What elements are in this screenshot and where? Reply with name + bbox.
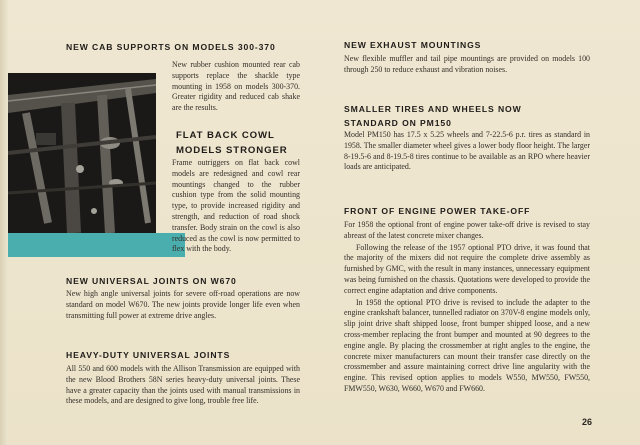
pto-paragraph-3: In 1958 the optional PTO drive is revised to include the adapter to the engine crankshaft balancer, tunnelled radiator on 370V-8 engine models only, slip joint drive shaft shipped loose, front bumper shipped loose, and a new cross-member replacing the front bumper and mounted at 90 degrees to the engine angle. By placing the crossmember at right angles to the engine, the concrete mixer manufacturers can mount their transfer case directly on the crossmember and assure maintaining correct drive line angularity with the engine. This revised option applies to models W550, MW550, FW550, FMW550, W630, W660, W670 and FW660. [344,297,590,393]
cowl-body: Frame outriggers on flat back cowl models are redesigned and cowl rear mountings changed to the rubber cushion type from the solid mounting type, to provide increased rigidity and strength, and reduction of road shock transfer. Body strain on the cowl is also reduced as the cowl is now permitted to flex with the body. [172,158,300,254]
tires-heading [344,102,522,130]
cowl-heading-line1: FLAT BACK COWL [176,130,275,141]
page-spine-shadow [0,0,8,445]
cab-mount-photo [8,73,156,233]
universal-joints-heading: NEW UNIVERSAL JOINTS ON W670 [66,276,237,286]
universal-joints-body: New high angle universal joints for severe off-road operations are now standard on model W670. The new joints provide longer life even when transmitting full power at extreme drive angles. [66,289,300,320]
heavy-duty-heading: HEAVY-DUTY UNIVERSAL JOINTS [66,350,231,360]
pto-paragraph-2: Following the release of the 1957 optional PTO drive, it was found that the majority of the mixers did not require the complete drive assembly as furnished by GMC, with the result in many instances, unnecessary equipment was being furnished on the chassis. Quotations were developed to provide the correct engine adaptation and drive components. [344,242,590,295]
heavy-duty-body: All 550 and 600 models with the Allison Transmission are equipped with the new Blood Brothers 58N series heavy-duty universal joints. These have a greater capacity than the joints used with manual transmissions in these models, and are designed to give long, trouble free life. [66,364,300,406]
tires-body: Model PM150 has 17.5 x 5.25 wheels and 7-22.5-6 p.r. tires as standard in 1958. The smaller diameter wheel gives a lower body floor height. The larger 8-19.5-6 and 8-19.5-8 tires continue to be available as an RPO where heavier loads are anticipated. [344,130,590,172]
pto-body [344,220,590,395]
tires-heading-line1: SMALLER TIRES AND WHEELS NOW [344,104,522,114]
cowl-heading [176,128,288,158]
tires-heading-line2: STANDARD ON PM150 [344,118,452,128]
truck-frame-illustration [8,73,156,233]
cowl-heading-line2: MODELS STRONGER [176,145,288,156]
teal-accent-band [8,233,185,257]
cab-supports-body: New rubber cushion mounted rear cab supports replace the shackle type mounting in 1958 on models 300-370. Greater rigidity and reduced cab shake are the results. [172,60,300,113]
page-number: 26 [581,417,592,427]
pto-heading: FRONT OF ENGINE POWER TAKE-OFF [344,206,531,216]
cab-supports-heading: NEW CAB SUPPORTS ON MODELS 300-370 [66,42,276,52]
pto-paragraph-1: For 1958 the optional front of engine power take-off drive is revised to stay abreast of the latest concrete mixer changes. [344,220,590,240]
exhaust-body: New flexible muffler and tail pipe mountings are provided on models 100 through 250 to reduce exhaust and vibration noises. [344,54,590,74]
exhaust-heading: NEW EXHAUST MOUNTINGS [344,40,482,50]
